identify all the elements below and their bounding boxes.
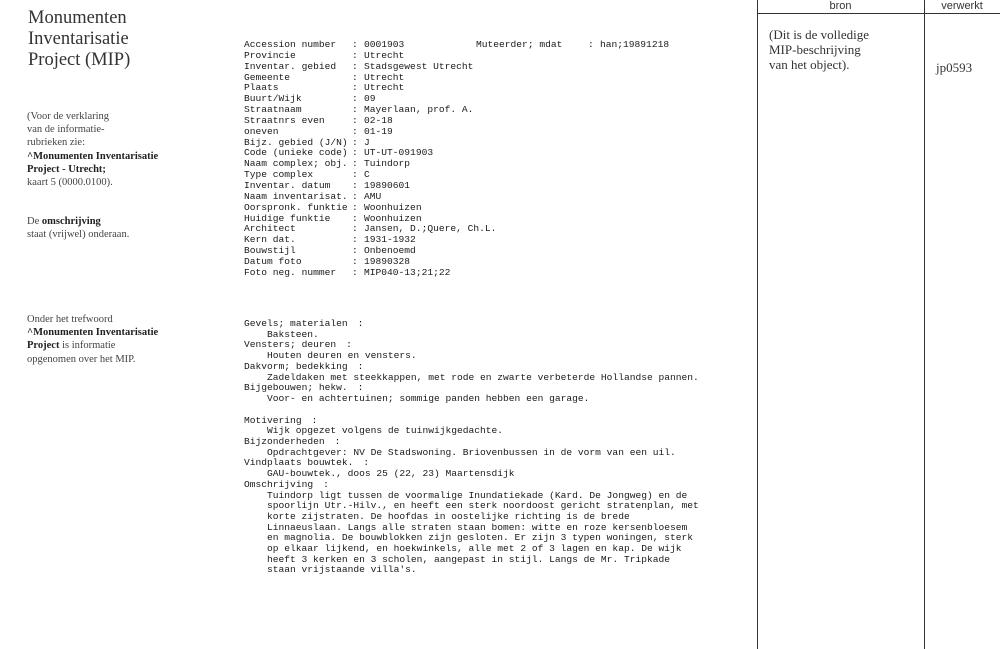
field-colon: : bbox=[352, 158, 358, 170]
section-text-line: staan vrijstaande villa's. bbox=[267, 564, 417, 576]
note-bold: omschrijving bbox=[41, 216, 101, 227]
section-colon: : bbox=[346, 339, 352, 351]
info-note-omschrijving bbox=[27, 215, 217, 241]
section-heading-text: Bijzonderheden bbox=[244, 436, 325, 448]
note-line: Onder het trefwoord bbox=[27, 314, 113, 325]
field-value: C bbox=[364, 169, 370, 181]
section-text-line: korte zijstraten. De hoofdas in oostelijke richting is de brede bbox=[267, 510, 630, 522]
section-heading-text: Omschrijving bbox=[244, 478, 314, 490]
record-sections bbox=[244, 319, 699, 576]
field-value: 1931-1932 bbox=[364, 234, 416, 246]
field-value: Tuindorp bbox=[364, 158, 411, 170]
note-line: staat (vrijwel) onderaan. bbox=[27, 229, 130, 241]
column-header-verwerkt: verwerkt bbox=[941, 0, 983, 12]
note-text: is informatie bbox=[59, 340, 116, 352]
bron-line: (Dit is de volledige bbox=[769, 27, 870, 42]
field-colon: : bbox=[352, 255, 358, 267]
field-label: Code (unieke code) bbox=[244, 147, 348, 159]
field-label: Provincie bbox=[244, 49, 296, 61]
field-row bbox=[244, 268, 669, 279]
field-label: oneven bbox=[244, 125, 279, 137]
column-header-bron: bron bbox=[829, 0, 852, 12]
note-bold: Project - Utrecht; bbox=[27, 163, 106, 175]
field-value: 19890328 bbox=[364, 255, 411, 267]
field-value: Mayerlaan, prof. A. bbox=[364, 104, 474, 116]
note-reference[interactable] bbox=[27, 326, 217, 339]
section-colon: : bbox=[363, 457, 370, 469]
section-colon: : bbox=[323, 478, 329, 490]
field-label: Architect bbox=[244, 223, 296, 235]
field-value: J bbox=[364, 136, 370, 148]
field-value: Utrecht bbox=[364, 49, 405, 61]
field-value: 19890601 bbox=[364, 179, 411, 191]
field-label: Straatnaam bbox=[244, 104, 302, 116]
field-row bbox=[244, 235, 669, 246]
section-heading-text: Vindplaats bouwtek. bbox=[244, 457, 354, 469]
field-value: UT-UT-091903 bbox=[364, 147, 434, 159]
info-note-trefwoord bbox=[27, 313, 217, 366]
field-label: Datum foto bbox=[244, 255, 302, 267]
field-value: 0001903 bbox=[364, 39, 405, 50]
field-colon: : bbox=[352, 49, 358, 61]
section-text-line: Tuindorp ligt tussen de voormalige Inundatiekade (Kard. De Jongweg) en de bbox=[267, 489, 688, 501]
field-colon: : bbox=[352, 125, 358, 137]
note-reference[interactable] bbox=[27, 150, 217, 163]
note-line: (Voor de verklaring bbox=[27, 111, 110, 122]
section-text-line: heeft 3 kerken en 3 scholen, aangepast in stijl. Langs de Mr. Tripkade bbox=[267, 553, 671, 565]
note-bold: ^Monumenten Inventarisatie bbox=[27, 327, 159, 339]
field-label: Bouwstijl bbox=[244, 245, 296, 257]
note-line: rubrieken zie: bbox=[27, 137, 86, 149]
field-colon: : bbox=[352, 93, 358, 105]
page-title bbox=[28, 8, 228, 71]
field-value: 02-18 bbox=[364, 114, 393, 126]
section-text-line: Voor- en achtertuinen; sommige panden hebben een garage. bbox=[267, 392, 590, 404]
field-label: Gemeente bbox=[244, 71, 291, 83]
section-heading bbox=[244, 362, 699, 373]
field-colon: : bbox=[352, 104, 358, 116]
field-label: Inventar. datum bbox=[244, 179, 331, 191]
field-colon: : bbox=[352, 114, 358, 126]
field-label: Naam complex; obj. bbox=[244, 158, 348, 170]
bron-line: van het object). bbox=[769, 57, 850, 72]
field-colon: : bbox=[352, 147, 358, 159]
record-fields bbox=[244, 40, 669, 279]
column-divider bbox=[757, 0, 758, 649]
field-label: Buurt/Wijk bbox=[244, 93, 302, 105]
field-colon: : bbox=[588, 39, 594, 50]
note-text: De bbox=[27, 216, 42, 227]
field-value: Utrecht bbox=[364, 82, 405, 94]
section-heading bbox=[244, 480, 699, 491]
field-value: Jansen, D.;Quere, Ch.L. bbox=[364, 223, 497, 235]
column-divider bbox=[924, 0, 925, 649]
field-label: Plaats bbox=[244, 82, 279, 94]
field-value: Stadsgewest Utrecht bbox=[364, 60, 474, 72]
field-label: Foto neg. nummer bbox=[244, 266, 337, 278]
field-label: Straatnrs even bbox=[244, 114, 325, 126]
field-label: Naam inventarisat. bbox=[244, 190, 348, 202]
field-label: Type complex bbox=[244, 169, 314, 181]
field-value: Onbenoemd bbox=[364, 245, 416, 257]
section-colon: : bbox=[334, 436, 341, 448]
section-text-line: Opdrachtgever: NV De Stadswoning. Briovenbussen in de vorm van een uil. bbox=[267, 446, 676, 458]
section-heading-text: Gevels; materialen bbox=[244, 318, 348, 329]
field-colon: : bbox=[352, 201, 358, 213]
title-line: Project (MIP) bbox=[28, 50, 131, 70]
field-colon: : bbox=[352, 212, 358, 224]
bron-note bbox=[769, 27, 919, 72]
section-heading-text: Bijgebouwen; hekw. bbox=[244, 382, 348, 394]
field-value-extra: han;19891218 bbox=[600, 39, 670, 50]
field-colon: : bbox=[352, 223, 358, 235]
field-row bbox=[244, 73, 669, 84]
field-row bbox=[244, 62, 669, 73]
section-colon: : bbox=[357, 382, 364, 394]
sections-group-description bbox=[244, 416, 699, 577]
section-text-line: en magnolia. De bouwblokken zijn gesloten. Er zijn 3 typen woningen, sterk bbox=[267, 532, 694, 544]
field-label: Huidige funktie bbox=[244, 212, 331, 224]
field-value: Woonhuizen bbox=[364, 212, 422, 224]
field-row bbox=[244, 40, 669, 51]
field-colon: : bbox=[352, 136, 358, 148]
note-bold: Project bbox=[27, 340, 60, 352]
info-note-verklaring bbox=[27, 110, 217, 189]
sections-group-building bbox=[244, 319, 699, 405]
header-divider bbox=[757, 13, 1000, 14]
title-line: Inventarisatie bbox=[28, 29, 129, 49]
field-value: Woonhuizen bbox=[364, 201, 422, 213]
field-label: Accession number bbox=[244, 39, 337, 50]
section-text-line: Zadeldaken met steekkappen, met rode en zwarte verbeterde Hollandse pannen. bbox=[267, 371, 699, 383]
section-colon: : bbox=[357, 360, 364, 372]
field-row bbox=[244, 224, 669, 235]
section-text-line: Linnaeuslaan. Langs alle straten staan bomen: witte en roze kersenbloesem bbox=[267, 521, 688, 533]
field-label: Oorspronk. funktie bbox=[244, 201, 348, 213]
field-colon: : bbox=[352, 234, 358, 246]
section-colon: : bbox=[311, 414, 318, 426]
bron-line: MIP-beschrijving bbox=[769, 42, 861, 57]
field-value: Utrecht bbox=[364, 71, 405, 83]
section-heading-text: Vensters; deuren bbox=[244, 339, 337, 351]
section-colon: : bbox=[357, 318, 364, 329]
title-line: Monumenten bbox=[28, 8, 127, 28]
section-gap bbox=[244, 405, 699, 416]
field-row bbox=[244, 116, 669, 127]
field-label: Kern dat. bbox=[244, 234, 296, 246]
field-row bbox=[244, 246, 669, 257]
field-colon: : bbox=[352, 245, 358, 257]
field-colon: : bbox=[352, 266, 358, 278]
field-value: MIP040-13;21;22 bbox=[364, 266, 451, 278]
field-row bbox=[244, 203, 669, 214]
section-text-line: Wijk opgezet volgens de tuinwijkgedachte. bbox=[267, 425, 504, 437]
verwerkt-code: jp0593 bbox=[936, 60, 973, 75]
section-heading-text: Motivering bbox=[244, 414, 302, 426]
field-label: Inventar. gebied bbox=[244, 60, 337, 72]
note-line: kaart 5 (0000.0100). bbox=[27, 177, 113, 189]
field-row bbox=[244, 83, 669, 94]
field-colon: : bbox=[352, 71, 358, 83]
field-colon: : bbox=[352, 39, 358, 50]
section-text-line: Baksteen. bbox=[267, 328, 319, 340]
field-label-extra: Muteerder; mdat bbox=[476, 39, 563, 50]
field-colon: : bbox=[352, 169, 358, 181]
field-colon: : bbox=[352, 82, 358, 94]
field-row bbox=[244, 127, 669, 138]
section-text-line: Houten deuren en vensters. bbox=[267, 350, 417, 362]
field-value: 09 bbox=[364, 93, 376, 105]
note-line: opgenomen over het MIP. bbox=[27, 353, 136, 365]
section-text-line: spoorlijn Utr.-Hilv., en heeft een sterk noordoost gericht stratenplan, met bbox=[267, 500, 699, 512]
field-colon: : bbox=[352, 60, 358, 72]
field-colon: : bbox=[352, 190, 358, 202]
note-reference[interactable] bbox=[27, 163, 217, 176]
section-text-line: op elkaar lijkend, en hoekwinkels, alle met 2 of 3 lagen en kap. De wijk bbox=[267, 543, 682, 555]
field-label: Bijz. gebied (J/N) bbox=[244, 136, 348, 148]
note-bold: ^Monumenten Inventarisatie bbox=[27, 150, 159, 162]
note-line: van de informatie- bbox=[27, 124, 105, 136]
section-heading-text: Dakvorm; bedekking bbox=[244, 360, 348, 372]
field-value: AMU bbox=[364, 190, 382, 202]
field-colon: : bbox=[352, 179, 358, 191]
field-value: 01-19 bbox=[364, 125, 393, 137]
section-text-line: GAU-bouwtek., doos 25 (22, 23) Maartensdijk bbox=[267, 468, 515, 480]
